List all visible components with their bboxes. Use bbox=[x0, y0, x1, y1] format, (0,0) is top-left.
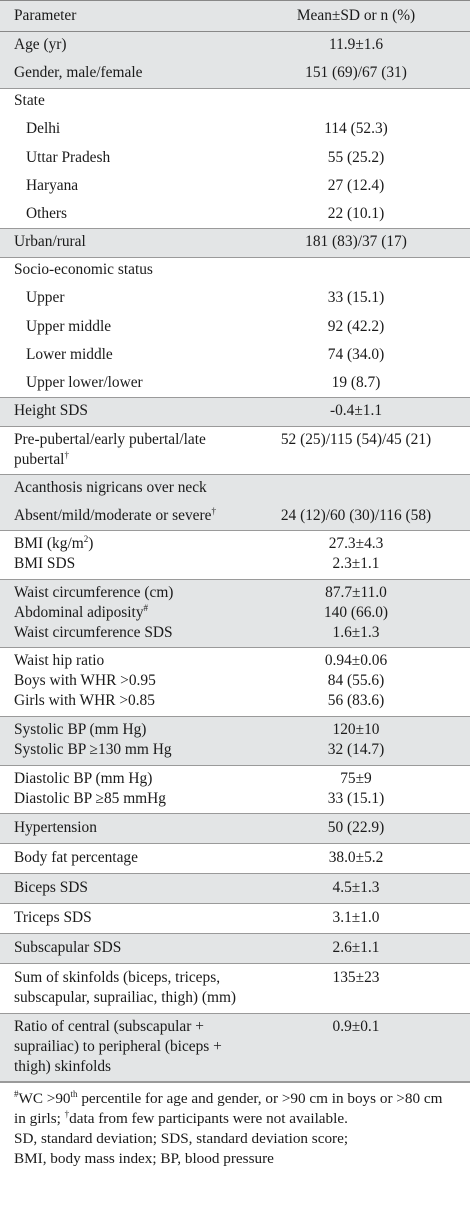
row-group bbox=[0, 1014, 470, 1082]
superscript-mark: † bbox=[211, 506, 216, 517]
row-group bbox=[0, 229, 470, 258]
footnote-abbreviations-2: BMI, body mass index; BP, blood pressure bbox=[14, 1150, 274, 1168]
table-row bbox=[0, 691, 470, 711]
table-row bbox=[0, 583, 470, 603]
table-row bbox=[0, 878, 470, 898]
row-group bbox=[0, 904, 470, 934]
parameter-cell bbox=[14, 91, 256, 111]
parameter-text: Abdominal adiposity bbox=[14, 604, 144, 622]
parameter-cell bbox=[14, 878, 256, 898]
value-cell: 50 (22.9) bbox=[327, 819, 385, 837]
parameter-text: Urban/rural bbox=[14, 233, 86, 251]
parameter-text: Waist hip ratio bbox=[14, 652, 105, 670]
parameter-text: Systolic BP ≥130 mm Hg bbox=[14, 741, 172, 759]
value-cell: 33 (15.1) bbox=[327, 790, 385, 808]
parameter-text: Body fat percentage bbox=[14, 849, 138, 867]
parameter-text: Girls with WHR >0.85 bbox=[14, 692, 155, 710]
parameter-cell bbox=[14, 232, 256, 252]
parameter-cell bbox=[14, 908, 256, 928]
value-cell: 0.9±0.1 bbox=[332, 1018, 380, 1036]
table-row bbox=[0, 401, 470, 421]
parameter-text: Systolic BP (mm Hg) bbox=[14, 721, 147, 739]
parameter-text: Height SDS bbox=[14, 402, 88, 420]
table-row bbox=[0, 63, 470, 83]
value-cell: 2.6±1.1 bbox=[332, 939, 380, 957]
value-cell: 2.3±1.1 bbox=[332, 555, 380, 573]
value-cell: 87.7±11.0 bbox=[325, 584, 387, 602]
value-cell: 181 (83)/37 (17) bbox=[305, 233, 407, 251]
parameter-cell bbox=[14, 35, 256, 55]
parameter-text: Acanthosis nigricans over neck bbox=[14, 479, 207, 497]
parameter-cell bbox=[14, 1017, 256, 1077]
parameter-cell bbox=[14, 938, 256, 958]
value-cell: 32 (14.7) bbox=[327, 741, 385, 759]
table-row bbox=[0, 260, 470, 280]
row-group bbox=[0, 814, 470, 844]
parameter-cell bbox=[14, 848, 256, 868]
parameter-text: Lower middle bbox=[26, 346, 113, 364]
superscript-mark: 2 bbox=[83, 534, 89, 545]
parameter-text: Upper lower/lower bbox=[26, 374, 143, 392]
value-cell: 135±23 bbox=[332, 969, 380, 987]
parameter-cell bbox=[14, 401, 256, 421]
parameter-text: Diastolic BP (mm Hg) bbox=[14, 770, 153, 788]
value-cell: 140 (66.0) bbox=[323, 604, 389, 622]
parameter-cell bbox=[14, 583, 256, 603]
value-cell: 114 (52.3) bbox=[324, 120, 388, 138]
value-cell: 19 (8.7) bbox=[331, 374, 381, 392]
value-cell: 74 (34.0) bbox=[327, 346, 385, 364]
table-row bbox=[0, 968, 470, 1008]
table-row bbox=[0, 176, 470, 196]
parameter-text: Upper bbox=[26, 289, 65, 307]
parameter-text: Subscapular SDS bbox=[14, 939, 122, 957]
table-row bbox=[0, 938, 470, 958]
table-row bbox=[0, 603, 470, 623]
parameter-tail: ) bbox=[88, 535, 94, 553]
parameter-text: Delhi bbox=[26, 120, 61, 138]
parameter-text: Waist circumference (cm) bbox=[14, 584, 174, 602]
parameter-text: State bbox=[14, 92, 45, 109]
row-group bbox=[0, 258, 470, 398]
footnote-text-a: WC >90 bbox=[18, 1090, 71, 1108]
parameter-cell bbox=[14, 119, 256, 139]
parameter-cell bbox=[14, 769, 256, 789]
parameter-text: Pre-pubertal/early pubertal/late pubertal bbox=[14, 431, 206, 469]
value-cell: 1.6±1.3 bbox=[332, 624, 380, 642]
parameter-text: Others bbox=[26, 205, 68, 223]
row-group bbox=[0, 874, 470, 904]
parameter-cell bbox=[14, 506, 256, 526]
footnote-text-b: percentile for age and gender, or >90 cm in boys or >80 cm in girls; bbox=[14, 1090, 443, 1128]
parameter-cell bbox=[14, 63, 256, 83]
value-cell: 0.94±0.06 bbox=[324, 652, 388, 670]
parameter-text: Absent/mild/moderate or severe bbox=[14, 507, 212, 525]
parameter-cell bbox=[14, 720, 256, 740]
table-row bbox=[0, 506, 470, 526]
parameter-cell bbox=[14, 554, 256, 574]
table-row bbox=[0, 478, 470, 498]
table-row bbox=[0, 671, 470, 691]
parameter-text: Biceps SDS bbox=[14, 879, 88, 897]
value-cell: 55 (25.2) bbox=[327, 148, 385, 166]
table-header bbox=[0, 0, 470, 32]
value-cell: 27 (12.4) bbox=[327, 176, 385, 194]
parameter-cell bbox=[14, 430, 256, 470]
table-row bbox=[0, 148, 470, 168]
row-group bbox=[0, 717, 470, 766]
parameter-cell bbox=[14, 818, 256, 838]
footnote-definition bbox=[14, 1089, 456, 1129]
parameter-text: Upper middle bbox=[26, 317, 112, 335]
parameter-cell bbox=[14, 204, 256, 224]
header-parameter: Parameter bbox=[14, 7, 77, 24]
table-row bbox=[0, 554, 470, 574]
table-row bbox=[0, 91, 470, 111]
value-cell: 84 (55.6) bbox=[327, 672, 385, 690]
value-cell: 33 (15.1) bbox=[327, 289, 385, 307]
row-group bbox=[0, 844, 470, 874]
parameter-cell bbox=[14, 373, 256, 393]
table-row bbox=[0, 288, 470, 308]
parameter-text: BMI (kg/m bbox=[14, 535, 84, 553]
row-group bbox=[0, 531, 470, 580]
parameter-cell bbox=[14, 789, 256, 809]
value-cell: 120±10 bbox=[332, 721, 380, 739]
row-group bbox=[0, 398, 470, 427]
superscript-mark: † bbox=[64, 450, 69, 461]
row-group bbox=[0, 964, 470, 1014]
table-row bbox=[0, 430, 470, 470]
parameter-cell bbox=[14, 345, 256, 365]
table-row bbox=[0, 1017, 470, 1077]
parameter-cell bbox=[14, 176, 256, 196]
parameter-cell bbox=[14, 260, 256, 280]
table-row bbox=[0, 232, 470, 252]
footnote-hash-mark: # bbox=[14, 1089, 19, 1100]
row-group bbox=[0, 648, 470, 717]
table-row bbox=[0, 373, 470, 393]
parameter-cell bbox=[14, 671, 256, 691]
parameter-text: Waist circumference SDS bbox=[14, 624, 173, 642]
parameter-text: Boys with WHR >0.95 bbox=[14, 672, 156, 690]
row-group bbox=[0, 89, 470, 229]
value-cell: 27.3±4.3 bbox=[328, 535, 384, 553]
table-row bbox=[0, 204, 470, 224]
value-cell: 75±9 bbox=[340, 770, 372, 788]
table-row bbox=[0, 651, 470, 671]
parameter-text: Ratio of central (subscapular + suprailiac) to peripheral (biceps + thigh) skinfolds bbox=[14, 1018, 222, 1076]
row-group bbox=[0, 427, 470, 475]
table-row bbox=[0, 720, 470, 740]
row-group bbox=[0, 934, 470, 964]
table-row bbox=[0, 908, 470, 928]
value-cell: 56 (83.6) bbox=[327, 692, 385, 710]
parameter-cell bbox=[14, 968, 256, 1008]
row-group bbox=[0, 475, 470, 531]
parameter-cell bbox=[14, 288, 256, 308]
value-cell: 4.5±1.3 bbox=[332, 879, 380, 897]
table-row bbox=[0, 848, 470, 868]
parameter-text: Triceps SDS bbox=[14, 909, 92, 927]
parameter-cell bbox=[14, 478, 256, 498]
superscript-mark: # bbox=[143, 603, 149, 614]
footnote-text-c: data from few participants were not available. bbox=[69, 1110, 348, 1128]
table-row bbox=[0, 623, 470, 643]
parameter-cell bbox=[14, 623, 256, 643]
table-row bbox=[0, 534, 470, 554]
row-group bbox=[0, 32, 470, 89]
value-cell: 52 (25)/115 (54)/45 (21) bbox=[280, 431, 432, 449]
parameter-cell bbox=[14, 317, 256, 337]
table-footnote bbox=[0, 1082, 470, 1227]
table-row bbox=[0, 818, 470, 838]
parameter-text: Gender, male/female bbox=[14, 64, 143, 81]
table-row bbox=[0, 345, 470, 365]
parameter-text: Hypertension bbox=[14, 819, 97, 837]
parameter-text: Sum of skinfolds (biceps, triceps, subscapular, suprailiac, thigh) (mm) bbox=[14, 969, 237, 1007]
row-group bbox=[0, 766, 470, 814]
table-row bbox=[0, 119, 470, 139]
footnote-dagger-mark: † bbox=[64, 1109, 70, 1120]
parameter-cell bbox=[14, 691, 256, 711]
parameter-text: BMI SDS bbox=[14, 555, 76, 573]
value-cell: 24 (12)/60 (30)/116 (58) bbox=[280, 507, 432, 525]
parameter-cell bbox=[14, 603, 256, 623]
value-cell: 38.0±5.2 bbox=[328, 849, 384, 867]
footnote-th: th bbox=[70, 1089, 78, 1100]
parameter-text: Age (yr) bbox=[14, 36, 67, 53]
parameter-cell bbox=[14, 148, 256, 168]
table-row bbox=[0, 740, 470, 760]
value-cell: 151 (69)/67 (31) bbox=[305, 64, 407, 81]
parameter-cell bbox=[14, 651, 256, 671]
row-group bbox=[0, 580, 470, 648]
parameter-text: Uttar Pradesh bbox=[26, 148, 111, 166]
value-cell: -0.4±1.1 bbox=[329, 402, 383, 420]
value-cell: 92 (42.2) bbox=[327, 317, 385, 335]
table-row bbox=[0, 769, 470, 789]
footnote-abbreviations-1: SD, standard deviation; SDS, standard deviation score; bbox=[14, 1130, 349, 1148]
parameter-text: Haryana bbox=[26, 176, 79, 194]
table-row bbox=[0, 35, 470, 55]
header-value: Mean±SD or n (%) bbox=[296, 7, 416, 24]
value-cell: 3.1±1.0 bbox=[332, 909, 380, 927]
parameter-text: Socio-economic status bbox=[14, 261, 153, 279]
parameter-cell bbox=[14, 534, 256, 554]
parameter-cell bbox=[14, 740, 256, 760]
value-cell: 11.9±1.6 bbox=[328, 36, 384, 53]
parameter-text: Diastolic BP ≥85 mmHg bbox=[14, 790, 166, 808]
table-row bbox=[0, 789, 470, 809]
table-row bbox=[0, 317, 470, 337]
value-cell: 22 (10.1) bbox=[327, 205, 385, 223]
table-body bbox=[0, 32, 470, 1082]
